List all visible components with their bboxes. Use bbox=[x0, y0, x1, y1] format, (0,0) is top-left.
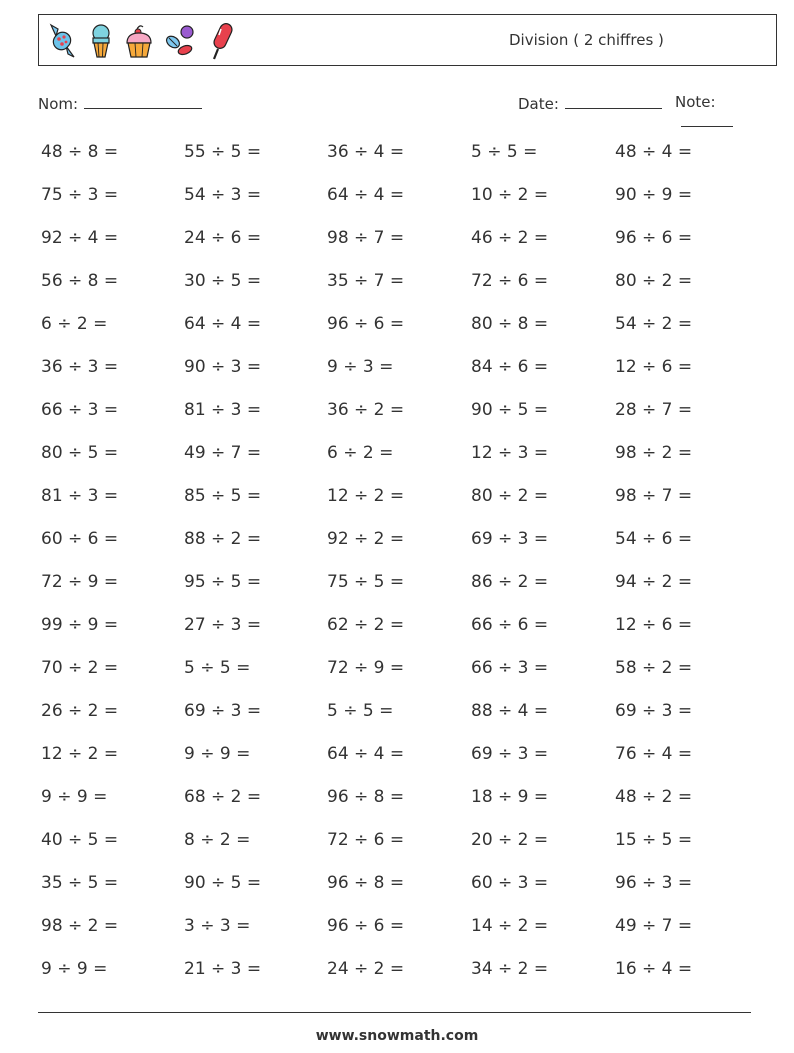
footer-url: www.snowmath.com bbox=[315, 1028, 479, 1044]
division-problem: 9 ÷ 3 = bbox=[327, 357, 394, 377]
division-problem: 66 ÷ 3 = bbox=[471, 658, 549, 678]
division-problem: 10 ÷ 2 = bbox=[471, 185, 549, 205]
problem-row bbox=[41, 484, 761, 527]
worksheet-title: Division ( 2 chiffres ) bbox=[509, 31, 664, 49]
division-problem: 98 ÷ 2 = bbox=[615, 443, 693, 463]
division-problem: 15 ÷ 5 = bbox=[615, 830, 693, 850]
division-problem: 12 ÷ 6 = bbox=[615, 357, 693, 377]
division-problem: 98 ÷ 2 = bbox=[41, 916, 119, 936]
division-problem: 27 ÷ 3 = bbox=[184, 615, 262, 635]
division-problem: 30 ÷ 5 = bbox=[184, 271, 262, 291]
division-problem: 72 ÷ 6 = bbox=[471, 271, 549, 291]
worksheet-header bbox=[38, 14, 777, 66]
division-problem: 72 ÷ 6 = bbox=[327, 830, 405, 850]
division-problem: 96 ÷ 6 = bbox=[615, 228, 693, 248]
division-problem: 6 ÷ 2 = bbox=[41, 314, 108, 334]
division-problem: 48 ÷ 4 = bbox=[615, 142, 693, 162]
division-problem: 36 ÷ 3 = bbox=[41, 357, 119, 377]
division-problem: 99 ÷ 9 = bbox=[41, 615, 119, 635]
division-problem: 94 ÷ 2 = bbox=[615, 572, 693, 592]
division-problem: 98 ÷ 7 = bbox=[615, 486, 693, 506]
name-blank[interactable] bbox=[84, 93, 202, 109]
division-problem: 96 ÷ 8 = bbox=[327, 787, 405, 807]
division-problem: 40 ÷ 5 = bbox=[41, 830, 119, 850]
division-problem: 21 ÷ 3 = bbox=[184, 959, 262, 979]
division-problem: 81 ÷ 3 = bbox=[41, 486, 119, 506]
division-problem: 54 ÷ 3 = bbox=[184, 185, 262, 205]
division-problem: 80 ÷ 2 = bbox=[615, 271, 693, 291]
division-problem: 34 ÷ 2 = bbox=[471, 959, 549, 979]
student-info-row bbox=[38, 93, 772, 115]
division-problem: 68 ÷ 2 = bbox=[184, 787, 262, 807]
division-problem: 18 ÷ 9 = bbox=[471, 787, 549, 807]
candy-icon bbox=[45, 21, 79, 61]
problem-row bbox=[41, 656, 761, 699]
division-problem: 95 ÷ 5 = bbox=[184, 572, 262, 592]
division-problem: 5 ÷ 5 = bbox=[471, 142, 538, 162]
problem-row bbox=[41, 785, 761, 828]
division-problem: 90 ÷ 5 = bbox=[184, 873, 262, 893]
division-problem: 64 ÷ 4 = bbox=[327, 185, 405, 205]
division-problem: 64 ÷ 4 = bbox=[327, 744, 405, 764]
score-field bbox=[675, 93, 772, 131]
division-problem: 72 ÷ 9 = bbox=[327, 658, 405, 678]
division-problem: 48 ÷ 8 = bbox=[41, 142, 119, 162]
division-problem: 49 ÷ 7 = bbox=[615, 916, 693, 936]
problem-row bbox=[41, 398, 761, 441]
problem-row bbox=[41, 527, 761, 570]
division-problem: 20 ÷ 2 = bbox=[471, 830, 549, 850]
division-problem: 54 ÷ 6 = bbox=[615, 529, 693, 549]
division-problem: 69 ÷ 3 = bbox=[471, 529, 549, 549]
date-blank[interactable] bbox=[565, 93, 662, 109]
problem-row bbox=[41, 269, 761, 312]
sweets-icon bbox=[163, 21, 199, 61]
problem-row bbox=[41, 140, 761, 183]
problem-row bbox=[41, 914, 761, 957]
division-problem: 48 ÷ 2 = bbox=[615, 787, 693, 807]
problem-row bbox=[41, 355, 761, 398]
problem-row bbox=[41, 613, 761, 656]
division-problem: 92 ÷ 4 = bbox=[41, 228, 119, 248]
name-label: Nom: bbox=[38, 95, 79, 113]
popsicle-icon bbox=[207, 21, 237, 61]
division-problem: 64 ÷ 4 = bbox=[184, 314, 262, 334]
problem-row bbox=[41, 957, 761, 1000]
problem-row bbox=[41, 699, 761, 742]
problem-row bbox=[41, 312, 761, 355]
division-problem: 14 ÷ 2 = bbox=[471, 916, 549, 936]
division-problem: 80 ÷ 2 = bbox=[471, 486, 549, 506]
division-problem: 90 ÷ 3 = bbox=[184, 357, 262, 377]
division-problem: 96 ÷ 6 = bbox=[327, 916, 405, 936]
date-field bbox=[518, 93, 662, 113]
division-problem: 58 ÷ 2 = bbox=[615, 658, 693, 678]
division-problem: 75 ÷ 3 = bbox=[41, 185, 119, 205]
division-problem: 12 ÷ 6 = bbox=[615, 615, 693, 635]
division-problem: 69 ÷ 3 = bbox=[615, 701, 693, 721]
division-problem: 66 ÷ 6 = bbox=[471, 615, 549, 635]
division-problem: 24 ÷ 6 = bbox=[184, 228, 262, 248]
division-problem: 90 ÷ 9 = bbox=[615, 185, 693, 205]
division-problem: 56 ÷ 8 = bbox=[41, 271, 119, 291]
division-problem: 60 ÷ 6 = bbox=[41, 529, 119, 549]
division-problem: 36 ÷ 4 = bbox=[327, 142, 405, 162]
cupcake-icon bbox=[123, 21, 155, 61]
division-problem: 62 ÷ 2 = bbox=[327, 615, 405, 635]
division-problem: 98 ÷ 7 = bbox=[327, 228, 405, 248]
division-problem: 9 ÷ 9 = bbox=[184, 744, 251, 764]
division-problem: 72 ÷ 9 = bbox=[41, 572, 119, 592]
division-problem: 16 ÷ 4 = bbox=[615, 959, 693, 979]
division-problem: 24 ÷ 2 = bbox=[327, 959, 405, 979]
division-problem: 6 ÷ 2 = bbox=[327, 443, 394, 463]
division-problem: 12 ÷ 2 = bbox=[327, 486, 405, 506]
division-problem: 46 ÷ 2 = bbox=[471, 228, 549, 248]
score-blank[interactable] bbox=[681, 111, 733, 127]
division-problem: 5 ÷ 5 = bbox=[327, 701, 394, 721]
division-problem: 54 ÷ 2 = bbox=[615, 314, 693, 334]
problem-row bbox=[41, 183, 761, 226]
division-problem: 26 ÷ 2 = bbox=[41, 701, 119, 721]
division-problem: 96 ÷ 6 = bbox=[327, 314, 405, 334]
problem-row bbox=[41, 828, 761, 871]
division-problem: 35 ÷ 7 = bbox=[327, 271, 405, 291]
division-problem: 9 ÷ 9 = bbox=[41, 959, 108, 979]
division-problem: 5 ÷ 5 = bbox=[184, 658, 251, 678]
division-problem: 69 ÷ 3 = bbox=[184, 701, 262, 721]
footer-divider bbox=[38, 1012, 751, 1013]
division-problem: 28 ÷ 7 = bbox=[615, 400, 693, 420]
division-problem: 36 ÷ 2 = bbox=[327, 400, 405, 420]
header-icons bbox=[45, 19, 237, 63]
division-problem: 12 ÷ 3 = bbox=[471, 443, 549, 463]
division-problem: 80 ÷ 5 = bbox=[41, 443, 119, 463]
division-problem: 55 ÷ 5 = bbox=[184, 142, 262, 162]
score-label: Note: bbox=[675, 93, 716, 111]
division-problem: 88 ÷ 2 = bbox=[184, 529, 262, 549]
name-field bbox=[38, 93, 202, 113]
problem-row bbox=[41, 742, 761, 785]
division-problem: 96 ÷ 3 = bbox=[615, 873, 693, 893]
division-problem: 90 ÷ 5 = bbox=[471, 400, 549, 420]
division-problem: 69 ÷ 3 = bbox=[471, 744, 549, 764]
problem-grid bbox=[41, 140, 761, 1000]
division-problem: 81 ÷ 3 = bbox=[184, 400, 262, 420]
problem-row bbox=[41, 570, 761, 613]
division-problem: 66 ÷ 3 = bbox=[41, 400, 119, 420]
division-problem: 12 ÷ 2 = bbox=[41, 744, 119, 764]
ice-cream-icon bbox=[87, 21, 115, 61]
division-problem: 86 ÷ 2 = bbox=[471, 572, 549, 592]
division-problem: 88 ÷ 4 = bbox=[471, 701, 549, 721]
division-problem: 3 ÷ 3 = bbox=[184, 916, 251, 936]
division-problem: 76 ÷ 4 = bbox=[615, 744, 693, 764]
division-problem: 85 ÷ 5 = bbox=[184, 486, 262, 506]
division-problem: 80 ÷ 8 = bbox=[471, 314, 549, 334]
problem-row bbox=[41, 441, 761, 484]
division-problem: 92 ÷ 2 = bbox=[327, 529, 405, 549]
division-problem: 70 ÷ 2 = bbox=[41, 658, 119, 678]
division-problem: 35 ÷ 5 = bbox=[41, 873, 119, 893]
division-problem: 75 ÷ 5 = bbox=[327, 572, 405, 592]
problem-row bbox=[41, 226, 761, 269]
division-problem: 9 ÷ 9 = bbox=[41, 787, 108, 807]
division-problem: 49 ÷ 7 = bbox=[184, 443, 262, 463]
division-problem: 60 ÷ 3 = bbox=[471, 873, 549, 893]
problem-row bbox=[41, 871, 761, 914]
division-problem: 8 ÷ 2 = bbox=[184, 830, 251, 850]
division-problem: 96 ÷ 8 = bbox=[327, 873, 405, 893]
date-label: Date: bbox=[518, 95, 559, 113]
division-problem: 84 ÷ 6 = bbox=[471, 357, 549, 377]
